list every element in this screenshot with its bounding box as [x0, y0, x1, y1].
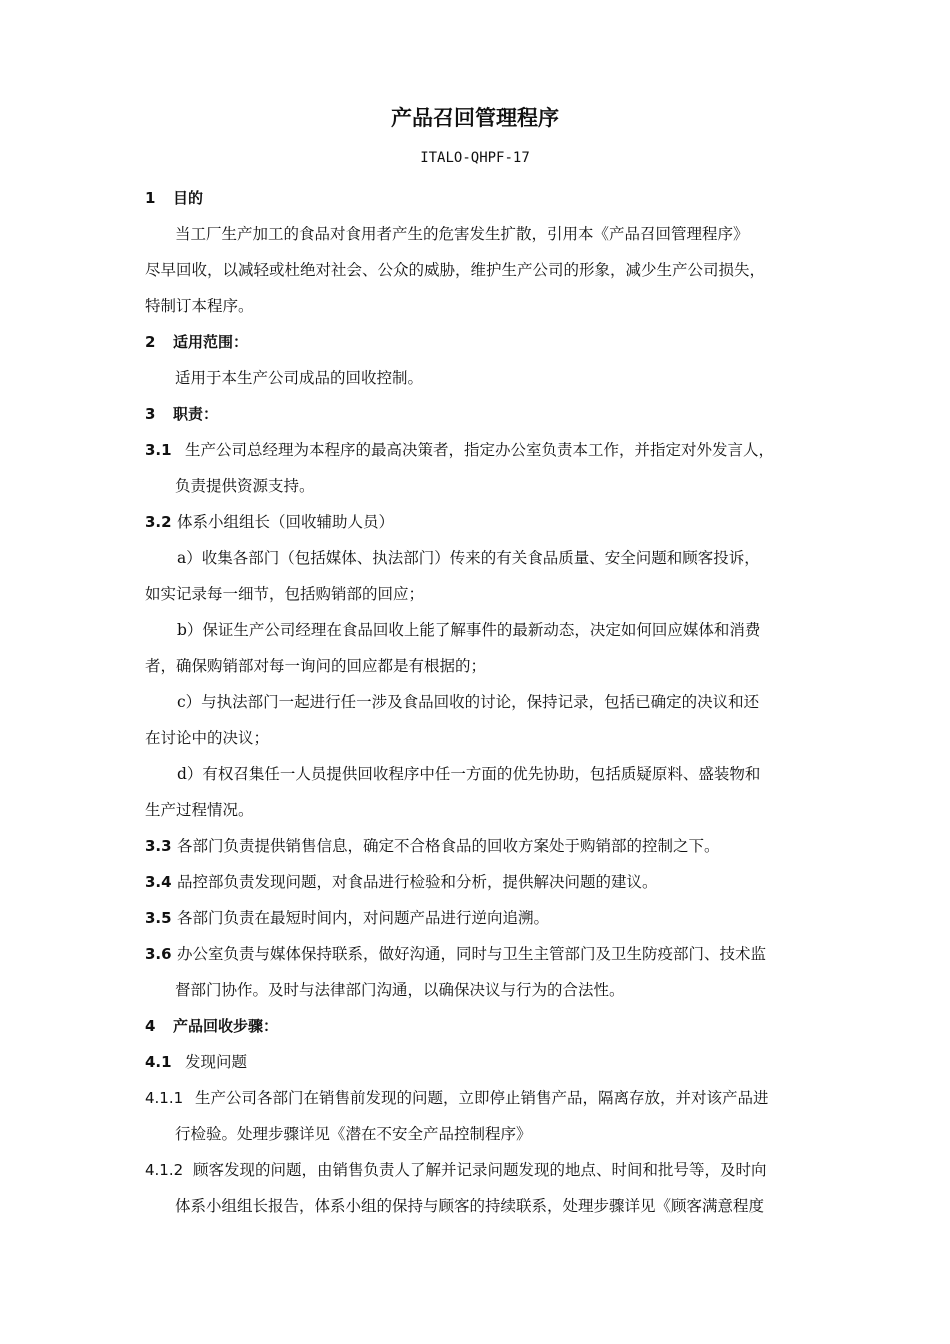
item-4-1-1	[145, 1080, 817, 1116]
item-text: 发现问题	[185, 1053, 248, 1071]
section-2-heading	[145, 324, 817, 360]
item-text: 顾客发现的问题，由销售负责人了解并记录问题发现的地点、时间和批号等，及时向	[193, 1161, 767, 1179]
section-1-heading	[145, 180, 817, 216]
paragraph-line: 督部门协作。及时与法律部门沟通，以确保决议与行为的合法性。	[175, 981, 625, 999]
item-number: 3.2	[145, 513, 172, 531]
section-number: 1	[145, 189, 156, 207]
item-text: 各部门负责提供销售信息，确定不合格食品的回收方案处于购销部的控制之下。	[177, 837, 720, 855]
document-number: ITALO-QHPF-17	[420, 150, 530, 166]
item-text: 办公室负责与媒体保持联系，做好沟通，同时与卫生主管部门及卫生防疫部门、技术监	[177, 945, 767, 963]
paragraph-line: 特制订本程序。	[145, 297, 254, 315]
sub-item-c: c）与执法部门一起进行任一涉及食品回收的讨论，保持记录，包括已确定的决议和还	[177, 693, 760, 711]
item-3-5	[145, 900, 817, 936]
paragraph-line: 行检验。处理步骤详见《潜在不安全产品控制程序》	[175, 1125, 532, 1143]
section-title: 适用范围：	[173, 333, 249, 351]
item-number: 3.3	[145, 837, 172, 855]
item-number: 3.6	[145, 945, 172, 963]
paragraph-line: 者，确保购销部对每一询问的回应都是有根据的；	[145, 657, 487, 675]
item-text: 生产公司各部门在销售前发现的问题，立即停止销售产品，隔离存放，并对该产品进	[195, 1089, 769, 1107]
item-number: 3.5	[145, 909, 172, 927]
paragraph-line: 在讨论中的决议；	[145, 729, 270, 747]
item-3-3	[145, 828, 817, 864]
item-number: 4.1.1	[145, 1089, 184, 1107]
paragraph-line: 尽早回收，以减轻或杜绝对社会、公众的威胁，维护生产公司的形象，减少生产公司损失，	[145, 261, 766, 279]
paragraph-line: 负责提供资源支持。	[175, 477, 315, 495]
item-text: 体系小组组长（回收辅助人员）	[177, 513, 395, 531]
document-title: 产品召回管理程序	[391, 106, 559, 130]
item-number: 4.1	[145, 1053, 172, 1071]
section-number: 2	[145, 333, 156, 351]
item-text: 生产公司总经理为本程序的最高决策者，指定办公室负责本工作，并指定对外发言人，	[185, 441, 775, 459]
paragraph-line: 生产过程情况。	[145, 801, 254, 819]
paragraph-line: 如实记录每一细节，包括购销部的回应；	[145, 585, 425, 603]
item-number: 3.4	[145, 873, 172, 891]
item-text: 品控部负责发现问题，对食品进行检验和分析，提供解决问题的建议。	[177, 873, 658, 891]
item-3-6	[145, 936, 817, 972]
section-3-heading	[145, 396, 817, 432]
item-3-2	[145, 504, 817, 540]
section-number: 4	[145, 1017, 156, 1035]
paragraph-line: 适用于本生产公司成品的回收控制。	[175, 369, 424, 387]
item-4-1-2	[145, 1152, 817, 1188]
paragraph-line: 当工厂生产加工的食品对食用者产生的危害发生扩散，引用本《产品召回管理程序》	[175, 225, 749, 243]
section-number: 3	[145, 405, 156, 423]
document-body	[145, 180, 817, 1224]
item-number: 4.1.2	[145, 1161, 184, 1179]
item-text: 各部门负责在最短时间内，对问题产品进行逆向追溯。	[177, 909, 550, 927]
section-title: 职责：	[173, 405, 219, 423]
section-title: 产品回收步骤：	[173, 1017, 279, 1035]
paragraph-line: 体系小组组长报告，体系小组的保持与顾客的持续联系，处理步骤详见《顾客满意程度	[175, 1197, 765, 1215]
sub-item-b: b）保证生产公司经理在食品回收上能了解事件的最新动态，决定如何回应媒体和消费	[177, 621, 761, 639]
sub-item-a: a）收集各部门（包括媒体、执法部门）传来的有关食品质量、安全问题和顾客投诉，	[177, 549, 760, 567]
section-title: 目的	[173, 189, 204, 207]
item-3-4	[145, 864, 817, 900]
item-number: 3.1	[145, 441, 172, 459]
sub-item-d: d）有权召集任一人员提供回收程序中任一方面的优先协助，包括质疑原料、盛装物和	[177, 765, 761, 783]
item-4-1	[145, 1044, 817, 1080]
item-3-1	[145, 432, 817, 468]
section-4-heading	[145, 1008, 817, 1044]
